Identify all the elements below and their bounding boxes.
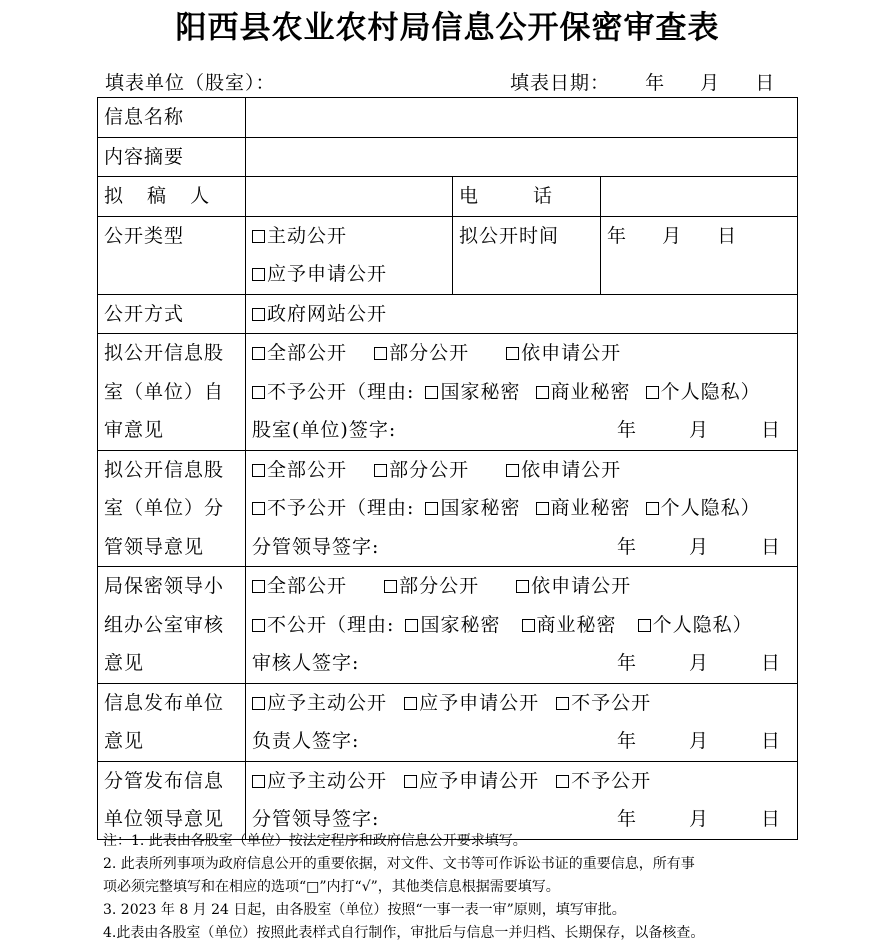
s3-privacy-label: 个人隐私） — [652, 613, 753, 636]
s2-part-checkbox[interactable] — [374, 464, 387, 477]
section3-label: 局保密领导小 组办公室审核 意见 — [98, 567, 246, 684]
s3-no-checkbox[interactable] — [252, 619, 265, 632]
s5-date: 年 月 日 — [616, 808, 782, 830]
s3-apply-label: 依申请公开 — [531, 575, 632, 597]
plan-month: 月 — [662, 224, 683, 247]
s1-state-checkbox[interactable] — [425, 386, 438, 399]
section4-label: 信息发布单位 意见 — [98, 683, 246, 761]
notes — [103, 830, 803, 945]
drafter-label: 拟 稿 人 — [98, 177, 246, 217]
fill-date — [510, 68, 775, 95]
s1-part-checkbox[interactable] — [374, 347, 387, 360]
fill-date-year: 年 — [645, 72, 666, 94]
s3-all-checkbox[interactable] — [252, 580, 265, 593]
s4-no-label: 不予公开 — [571, 691, 652, 714]
section2-options — [246, 450, 798, 567]
fill-date-day: 日 — [755, 72, 776, 94]
plan-day: 日 — [717, 224, 738, 247]
s3-biz-label: 商业秘密 — [536, 613, 617, 636]
s3-state-label: 国家秘密 — [420, 613, 501, 636]
s2-state-label: 国家秘密 — [440, 497, 521, 519]
s5-no-label: 不予公开 — [571, 769, 652, 792]
s2-state-checkbox[interactable] — [425, 502, 438, 515]
s2-all-label: 全部公开 — [267, 458, 348, 481]
info-name-label: 信息名称 — [98, 98, 246, 138]
s3-no-label: 不公开（理由: — [267, 613, 395, 636]
summary-label: 内容摘要 — [98, 137, 246, 177]
s1-state-label: 国家秘密 — [440, 380, 521, 403]
s2-apply-label: 依申请公开 — [521, 458, 622, 481]
s3-sign-label: 审核人签字: — [252, 652, 360, 674]
s5-no-checkbox[interactable] — [556, 775, 569, 788]
s1-sign-label: 股室(单位)签字: — [252, 419, 397, 441]
plan-year: 年 — [607, 224, 628, 247]
s5-sign-label: 分管领导签字: — [252, 808, 380, 830]
s1-biz-checkbox[interactable] — [536, 386, 549, 399]
s1-all-checkbox[interactable] — [252, 347, 265, 360]
type-active-checkbox[interactable] — [252, 230, 265, 243]
s3-part-label: 部分公开 — [399, 575, 480, 597]
note-4: 4.此表由各股室（单位）按照此表样式自行制作，审批后与信息一并归档、长期保存，以备核查。 — [103, 925, 705, 941]
s3-all-label: 全部公开 — [267, 575, 348, 597]
summary-field[interactable] — [246, 137, 798, 177]
fill-date-label: 填表日期： — [510, 72, 611, 94]
note-2a: 2. 此表所列事项为政府信息公开的重要依据，对文件、文书等可作诉讼书证的重要信息，所有事 — [103, 856, 695, 872]
s1-no-checkbox[interactable] — [252, 386, 265, 399]
s2-date: 年 月 日 — [616, 535, 782, 558]
s4-no-checkbox[interactable] — [556, 697, 569, 710]
phone-field[interactable] — [601, 177, 798, 217]
method-label: 公开方式 — [98, 294, 246, 334]
plan-time-field[interactable] — [601, 216, 798, 294]
type-label: 公开类型 — [98, 216, 246, 294]
s4-apply-checkbox[interactable] — [404, 697, 417, 710]
section4-options — [246, 683, 798, 761]
s2-part-label: 部分公开 — [389, 458, 470, 481]
s3-part-checkbox[interactable] — [384, 580, 397, 593]
s2-no-label: 不予公开（理由: — [267, 497, 415, 519]
review-table — [97, 97, 798, 840]
note-1: 注：1. 此表由各股室（单位）按法定程序和政府信息公开要求填写。 — [103, 833, 527, 849]
s1-privacy-label: 个人隐私） — [660, 380, 761, 403]
type-apply-label: 应予申请公开 — [267, 263, 388, 285]
drafter-field[interactable] — [246, 177, 453, 217]
section5-label: 分管发布信息 单位领导意见 — [98, 761, 246, 839]
s1-apply-label: 依申请公开 — [521, 342, 622, 364]
s4-active-label: 应予主动公开 — [267, 691, 388, 714]
s5-apply-label: 应予申请公开 — [419, 769, 540, 792]
section2-label: 拟公开信息股 室（单位）分 管领导意见 — [98, 450, 246, 567]
s5-active-checkbox[interactable] — [252, 775, 265, 788]
note-2b: 项必须完整填写和在相应的选项“□”内打“√”，其他类信息根据需要填写。 — [103, 879, 560, 895]
info-name-field[interactable] — [246, 98, 798, 138]
s1-no-label: 不予公开（理由: — [267, 380, 415, 403]
s4-date: 年 月 日 — [616, 730, 782, 752]
s2-no-checkbox[interactable] — [252, 502, 265, 515]
s1-privacy-checkbox[interactable] — [646, 386, 659, 399]
s3-apply-checkbox[interactable] — [516, 580, 529, 593]
s1-apply-checkbox[interactable] — [506, 347, 519, 360]
section5-options — [246, 761, 798, 839]
section1-options — [246, 334, 798, 451]
s3-privacy-checkbox[interactable] — [638, 619, 651, 632]
s5-active-label: 应予主动公开 — [267, 769, 388, 792]
s4-apply-label: 应予申请公开 — [419, 691, 540, 714]
s2-sign-label: 分管领导签字: — [252, 535, 380, 558]
s2-biz-checkbox[interactable] — [536, 502, 549, 515]
s1-date: 年 月 日 — [616, 419, 782, 441]
s2-apply-checkbox[interactable] — [506, 464, 519, 477]
s3-state-checkbox[interactable] — [405, 619, 418, 632]
fill-date-month: 月 — [700, 72, 721, 94]
section1-label: 拟公开信息股 室（单位）自 审意见 — [98, 334, 246, 451]
s5-apply-checkbox[interactable] — [404, 775, 417, 788]
method-website-label: 政府网站公开 — [267, 302, 388, 325]
type-active-label: 主动公开 — [267, 224, 348, 247]
s2-privacy-checkbox[interactable] — [646, 502, 659, 515]
s4-active-checkbox[interactable] — [252, 697, 265, 710]
s2-biz-label: 商业秘密 — [550, 497, 631, 519]
s1-all-label: 全部公开 — [267, 342, 348, 364]
s4-sign-label: 负责人签字: — [252, 730, 360, 752]
s1-part-label: 部分公开 — [389, 342, 470, 364]
s1-biz-label: 商业秘密 — [550, 380, 631, 403]
plan-time-label: 拟公开时间 — [453, 216, 601, 294]
type-apply-checkbox[interactable] — [252, 268, 265, 281]
page-title: 阳西县农业农村局信息公开保密审查表 — [175, 10, 720, 46]
s3-biz-checkbox[interactable] — [522, 619, 535, 632]
method-options — [246, 294, 798, 334]
method-website-checkbox[interactable] — [252, 308, 265, 321]
fill-unit-label: 填表单位（股室）： — [105, 72, 276, 94]
section3-options — [246, 567, 798, 684]
phone-label: 电 话 — [453, 177, 601, 217]
s2-privacy-label: 个人隐私） — [660, 497, 761, 519]
type-options — [246, 216, 453, 294]
s3-date: 年 月 日 — [616, 652, 782, 674]
s2-all-checkbox[interactable] — [252, 464, 265, 477]
note-3: 3. 2023 年 8 月 24 日起，由各股室（单位）按照“一事一表一审”原则，填写审批。 — [103, 902, 626, 918]
